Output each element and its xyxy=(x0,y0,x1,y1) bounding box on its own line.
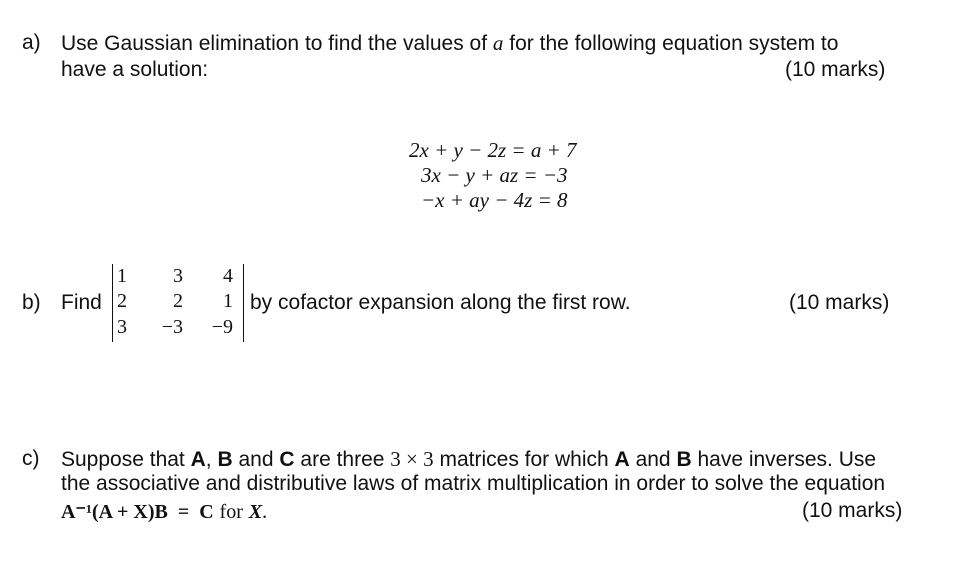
part-c-text-3: matrices for which xyxy=(439,448,609,471)
period: . xyxy=(262,499,268,523)
part-a-label: a) xyxy=(22,31,41,54)
and-text: and xyxy=(238,448,274,471)
part-c-line-3 xyxy=(61,499,267,524)
part-c-line-1 xyxy=(61,447,876,472)
determinant-matrix xyxy=(112,264,244,342)
equation-2: 3x − y + az = −3 xyxy=(421,163,568,187)
part-a-text-prefix: Use Gaussian elimination to find the values of xyxy=(61,32,488,55)
part-a-line-1 xyxy=(61,31,838,56)
matrix-cell: 2 xyxy=(117,290,127,312)
matrix-cell: 1 xyxy=(223,290,233,312)
matrix-cell: 3 xyxy=(173,265,183,287)
part-c-label: c) xyxy=(22,447,40,470)
matrix-dimensions: 3 × 3 xyxy=(390,447,434,471)
matrix-x-symbol: X xyxy=(248,501,263,523)
for-text: for xyxy=(219,501,243,523)
matrix-cell: 2 xyxy=(173,290,183,312)
part-b-text: by cofactor expansion along the first row. xyxy=(250,291,631,314)
part-c-text-4: have inverses. Use xyxy=(697,448,877,471)
matrix-b-symbol: B xyxy=(217,448,233,471)
comma: , xyxy=(205,448,212,471)
part-a-marks: (10 marks) xyxy=(785,58,886,81)
matrix-a-symbol: A xyxy=(190,448,206,471)
matrix-cell: −3 xyxy=(161,316,183,338)
matrix-cell: 1 xyxy=(117,265,127,287)
variable-a: a xyxy=(492,31,504,55)
part-a-line-2: have a solution: xyxy=(61,58,209,81)
matrix-cell: −9 xyxy=(211,316,233,338)
matrix-equation: A⁻¹(A + X)B = C xyxy=(61,501,214,523)
equation-3: −x + ay − 4z = 8 xyxy=(421,188,568,212)
equation-1: 2x + y − 2z = a + 7 xyxy=(409,138,577,162)
matrix-cell: 4 xyxy=(223,265,233,287)
matrix-a-symbol: A xyxy=(614,448,630,471)
part-c-text-2: are three xyxy=(300,448,385,471)
part-c-line-2: the associative and distributive laws of matrix multiplication in order to solve the equation xyxy=(61,472,886,495)
matrix-cell: 3 xyxy=(117,316,127,338)
part-b-marks: (10 marks) xyxy=(789,291,890,314)
part-c-marks: (10 marks) xyxy=(802,499,903,522)
part-b-label: b) xyxy=(22,291,41,314)
matrix-b-symbol: B xyxy=(676,448,692,471)
part-c-text-1: Suppose that xyxy=(61,448,185,471)
part-b-find: Find xyxy=(61,291,102,314)
matrix-c-symbol: C xyxy=(279,448,295,471)
and-text: and xyxy=(635,448,671,471)
part-a-text-suffix: for the following equation system to xyxy=(509,32,839,55)
